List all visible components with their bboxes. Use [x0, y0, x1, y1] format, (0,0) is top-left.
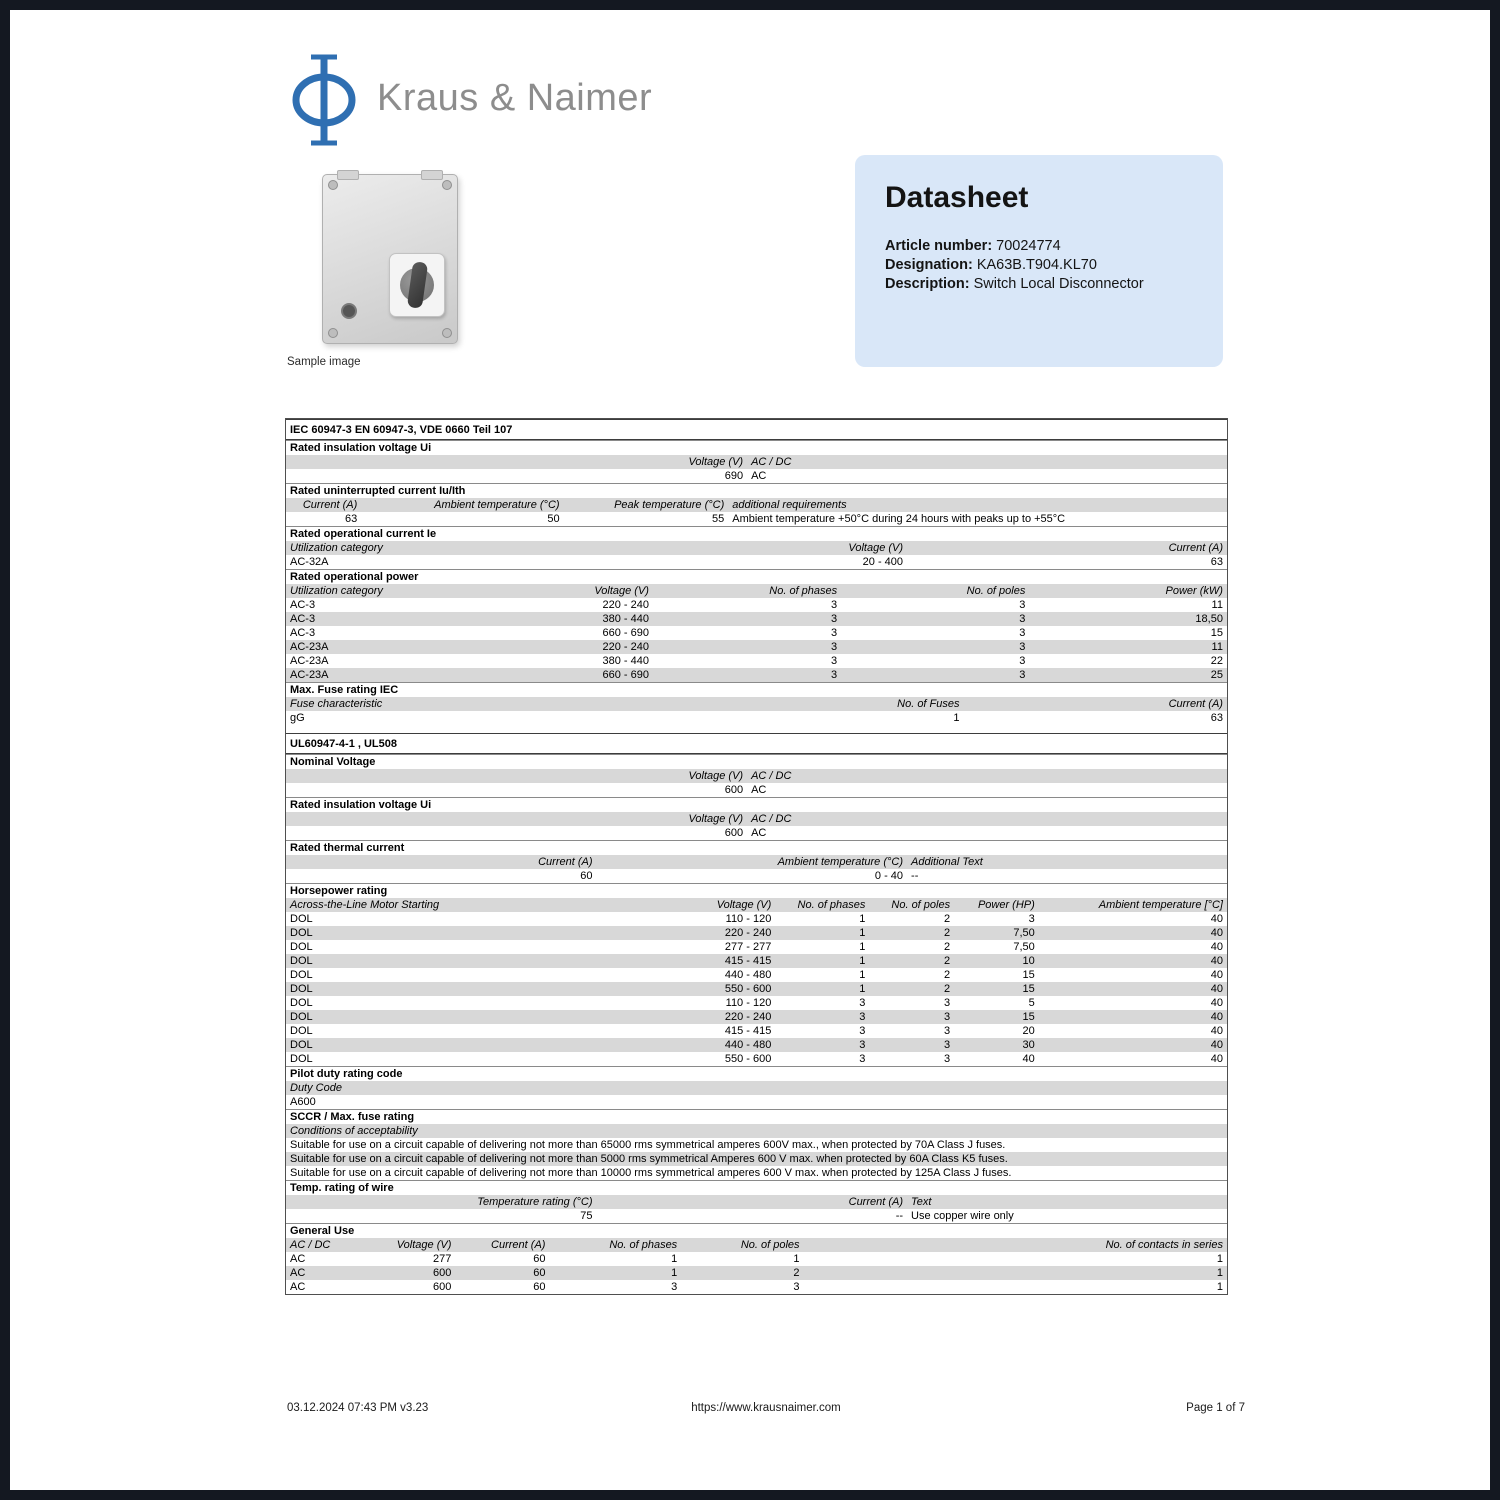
subsection-title-row — [286, 1109, 1227, 1124]
data-row — [286, 1038, 1227, 1052]
data-row — [286, 598, 1227, 612]
table-cell: DOL — [290, 1039, 313, 1052]
table-cell: 550 - 600 — [724, 983, 772, 996]
table-cell: No. of poles — [966, 585, 1026, 598]
enclosure-illustration — [322, 174, 458, 344]
table-cell: 2 — [793, 1267, 800, 1280]
table-cell: 110 - 120 — [725, 913, 772, 926]
data-row — [286, 1024, 1227, 1038]
table-cell: 55 — [712, 513, 725, 526]
table-cell: 15 — [1022, 1011, 1035, 1024]
column-header-row — [286, 1081, 1227, 1095]
table-cell: 1 — [1216, 1281, 1223, 1294]
table-cell: 1 — [859, 913, 866, 926]
table-cell: 11 — [1211, 641, 1223, 654]
table-cell: No. of Fuses — [897, 698, 960, 711]
screw-icon — [328, 328, 338, 338]
data-row — [286, 826, 1227, 840]
table-cell: AC-3 — [290, 599, 316, 612]
table-cell: AC-3 — [290, 627, 316, 640]
table-cell: Voltage (V) — [848, 542, 904, 555]
table-cell: 63 — [1210, 712, 1223, 725]
data-row — [286, 869, 1227, 883]
table-cell: Peak temperature (°C) — [614, 499, 725, 512]
data-row — [286, 711, 1227, 725]
column-header-row — [286, 769, 1227, 783]
table-cell: 15 — [1210, 627, 1223, 640]
data-row — [286, 469, 1227, 483]
table-cell: 40 — [1210, 1039, 1223, 1052]
data-row — [286, 612, 1227, 626]
table-cell: 0 - 40 — [874, 870, 904, 883]
data-row — [286, 555, 1227, 569]
table-cell: AC — [751, 784, 767, 797]
column-header-row — [286, 1238, 1227, 1252]
table-cell: No. of phases — [769, 585, 838, 598]
spacer-row — [286, 725, 1227, 733]
table-cell: Duty Code — [290, 1082, 342, 1095]
table-cell: Rated uninterrupted current Iu/Ith — [290, 485, 466, 498]
table-cell: 2 — [943, 955, 951, 968]
mounting-tab-icon — [421, 170, 443, 180]
table-cell: Suitable for use on a circuit capable of delivering not more than 5000 rms symmetrical Amperes 600 V max. when protected by 60A Class K5 fuses. — [290, 1153, 1008, 1166]
column-header-row — [286, 1195, 1227, 1209]
table-cell: 40 — [1210, 983, 1223, 996]
mounting-tab-icon — [337, 170, 359, 180]
table-cell: Additional Text — [911, 856, 983, 869]
table-cell: 3 — [1019, 669, 1026, 682]
table-cell: Voltage (V) — [396, 1239, 452, 1252]
table-cell: 40 — [1210, 1025, 1223, 1038]
table-cell: No. of poles — [740, 1239, 800, 1252]
table-cell: 40 — [1210, 941, 1223, 954]
table-cell: Voltage (V) — [688, 813, 744, 826]
subsection-title-row — [286, 440, 1227, 455]
table-cell: Use copper wire only — [911, 1210, 1014, 1223]
table-cell: AC — [290, 1253, 306, 1266]
subsection-title-row — [286, 569, 1227, 584]
table-cell: General Use — [290, 1225, 355, 1238]
page — [10, 10, 1490, 1490]
table-cell: 3 — [859, 997, 866, 1010]
table-cell: DOL — [290, 913, 313, 926]
table-cell: 40 — [1210, 1053, 1223, 1066]
data-row — [286, 1010, 1227, 1024]
table-cell: 40 — [1210, 969, 1223, 982]
data-row — [286, 783, 1227, 797]
table-cell: AC-23A — [290, 669, 329, 682]
table-cell: AC / DC — [751, 456, 792, 469]
screw-icon — [442, 328, 452, 338]
column-header-row — [286, 455, 1227, 469]
table-cell: 440 - 480 — [724, 969, 772, 982]
table-cell: 40 — [1210, 997, 1223, 1010]
table-cell: Ambient temperature (°C) — [777, 856, 904, 869]
table-cell: Current (A) — [302, 499, 358, 512]
table-cell: 50 — [547, 513, 560, 526]
table-cell: AC-3 — [290, 613, 316, 626]
table-cell: AC — [290, 1281, 306, 1294]
column-header-row — [286, 812, 1227, 826]
table-cell: 600 — [724, 784, 744, 797]
table-cell: 277 - 277 — [724, 941, 772, 954]
table-cell: 110 - 120 — [725, 997, 772, 1010]
table-cell: 3 — [1019, 641, 1026, 654]
table-cell: 40 — [1022, 1053, 1035, 1066]
table-cell: 1 — [1216, 1253, 1223, 1266]
table-cell: 3 — [943, 1053, 951, 1066]
table-cell: 60 — [533, 1253, 546, 1266]
column-header-row — [286, 584, 1227, 598]
table-cell: No. of phases — [797, 899, 866, 912]
table-cell: DOL — [290, 997, 313, 1010]
column-header-row — [286, 697, 1227, 711]
table-cell: 1 — [859, 983, 866, 996]
table-cell: 690 — [724, 470, 744, 483]
table-cell: 10 — [1022, 955, 1035, 968]
subsection-title-row — [286, 1180, 1227, 1195]
table-cell: Current (A) — [1168, 542, 1223, 555]
table-cell: UL60947-4-1 , UL508 — [290, 737, 397, 750]
table-cell: Text — [911, 1196, 932, 1209]
table-cell: DOL — [290, 941, 313, 954]
subsection-title-row — [286, 797, 1227, 812]
table-cell: Power (HP) — [977, 899, 1035, 912]
data-row — [286, 912, 1227, 926]
table-cell: gG — [290, 712, 305, 725]
table-cell: Across-the-Line Motor Starting — [290, 899, 440, 912]
table-cell: 1 — [859, 969, 866, 982]
table-cell: 600 — [433, 1267, 452, 1280]
subsection-title-row — [286, 754, 1227, 769]
table-cell: Voltage (V) — [688, 456, 744, 469]
table-cell: Voltage (V) — [594, 585, 649, 598]
screw-icon — [328, 180, 338, 190]
table-cell: Current (A) — [848, 1196, 904, 1209]
table-cell: 3 — [831, 669, 838, 682]
data-row — [286, 982, 1227, 996]
description-label: Description: — [885, 276, 970, 292]
table-cell: Rated operational current Ie — [290, 528, 437, 541]
sample-image — [322, 168, 462, 346]
table-cell: 660 - 690 — [602, 627, 649, 640]
table-cell: 600 — [433, 1281, 452, 1294]
description-value: Switch Local Disconnector — [973, 276, 1144, 292]
data-row — [286, 954, 1227, 968]
table-cell: 7,50 — [1013, 941, 1035, 954]
table-cell: 220 - 240 — [724, 1011, 772, 1024]
table-cell: 3 — [943, 1025, 951, 1038]
column-header-row — [286, 898, 1227, 912]
table-cell: DOL — [290, 927, 313, 940]
table-cell: 3 — [943, 1039, 951, 1052]
table-cell: 600 — [724, 827, 744, 840]
table-cell: 25 — [1210, 669, 1223, 682]
table-cell: 30 — [1022, 1039, 1035, 1052]
table-cell: 277 — [433, 1253, 452, 1266]
table-cell: -- — [895, 1210, 904, 1223]
kraus-naimer-phi-icon — [287, 52, 361, 148]
table-cell: 3 — [793, 1281, 800, 1294]
table-cell: Nominal Voltage — [290, 756, 376, 769]
article-number-label: Article number: — [885, 238, 993, 254]
data-row — [286, 1138, 1227, 1152]
cable-gland-icon — [341, 303, 357, 319]
table-cell: 3 — [859, 1053, 866, 1066]
table-cell: 40 — [1210, 955, 1223, 968]
table-cell: Voltage (V) — [716, 899, 772, 912]
footer-timestamp: 03.12.2024 07:43 PM v3.23 — [287, 1402, 429, 1414]
rotary-switch-plate — [389, 253, 445, 317]
table-cell: Conditions of acceptability — [290, 1125, 418, 1138]
table-cell: 380 - 440 — [602, 613, 649, 626]
table-cell: DOL — [290, 969, 313, 982]
table-cell: 3 — [831, 613, 838, 626]
table-cell: 3 — [943, 997, 951, 1010]
table-cell: Suitable for use on a circuit capable of delivering not more than 65000 rms symmetrical amperes 600V max., when protected by 70A Class J fuses. — [290, 1139, 1006, 1152]
table-cell: 220 - 240 — [724, 927, 772, 940]
table-cell: 220 - 240 — [602, 641, 649, 654]
data-row — [286, 1280, 1227, 1294]
table-cell: Utilization category — [290, 585, 383, 598]
table-cell: AC / DC — [751, 770, 792, 783]
subsection-title-row — [286, 483, 1227, 498]
table-cell: 3 — [1019, 627, 1026, 640]
table-cell: 415 - 415 — [724, 1025, 772, 1038]
subsection-title-row — [286, 840, 1227, 855]
table-cell: 75 — [580, 1210, 593, 1223]
table-cell: Suitable for use on a circuit capable of delivering not more than 10000 rms symmetrical amperes 600 V max. when protected by 125A Class J fuses. — [290, 1167, 1012, 1180]
table-cell: 3 — [671, 1281, 678, 1294]
table-cell: 415 - 415 — [724, 955, 772, 968]
table-cell: 220 - 240 — [602, 599, 649, 612]
table-cell: Current (A) — [538, 856, 593, 869]
table-cell: 3 — [859, 1025, 866, 1038]
table-cell: 22 — [1210, 655, 1223, 668]
table-cell: 5 — [1028, 997, 1035, 1010]
subsection-title-row — [286, 883, 1227, 898]
table-cell: 1 — [1216, 1267, 1223, 1280]
table-cell: 1 — [859, 955, 866, 968]
table-cell: AC — [751, 470, 767, 483]
data-row — [286, 668, 1227, 682]
table-cell: 60 — [580, 870, 593, 883]
data-row — [286, 654, 1227, 668]
screw-icon — [442, 180, 452, 190]
table-cell: 11 — [1211, 599, 1223, 612]
table-cell: 660 - 690 — [602, 669, 649, 682]
subsection-title-row — [286, 1223, 1227, 1238]
table-cell: No. of poles — [891, 899, 951, 912]
table-cell: 3 — [831, 627, 838, 640]
column-header-row — [286, 541, 1227, 555]
article-number-value: 70024774 — [996, 238, 1061, 254]
table-cell: Ambient temperature +50°C during 24 hours with peaks up to +55°C — [732, 513, 1066, 526]
table-cell: Current (A) — [491, 1239, 546, 1252]
table-cell: AC / DC — [751, 813, 792, 826]
table-cell: Horsepower rating — [290, 885, 388, 898]
footer-page-number: Page 1 of 7 — [1186, 1402, 1245, 1414]
table-cell: 2 — [943, 941, 951, 954]
table-cell: AC-23A — [290, 655, 329, 668]
table-cell: 3 — [859, 1039, 866, 1052]
table-cell: 15 — [1022, 969, 1035, 982]
section-title-row — [286, 419, 1227, 440]
table-cell: 60 — [533, 1267, 546, 1280]
designation-value: KA63B.T904.KL70 — [976, 257, 1097, 273]
data-row — [286, 1266, 1227, 1280]
table-cell: 1 — [953, 712, 960, 725]
table-cell: Max. Fuse rating IEC — [290, 684, 399, 697]
table-cell: 7,50 — [1013, 927, 1035, 940]
table-cell: Utilization category — [290, 542, 383, 555]
table-cell: Rated thermal current — [290, 842, 405, 855]
data-row — [286, 512, 1227, 526]
table-cell: 440 - 480 — [724, 1039, 772, 1052]
table-cell: 20 — [1022, 1025, 1035, 1038]
table-cell: 3 — [831, 655, 838, 668]
table-cell: A600 — [290, 1096, 316, 1109]
data-row — [286, 626, 1227, 640]
section-title-row — [286, 733, 1227, 754]
data-row — [286, 1252, 1227, 1266]
table-cell: AC / DC — [290, 1239, 331, 1252]
designation-field — [885, 256, 1193, 275]
table-cell: Temperature rating (°C) — [477, 1196, 593, 1209]
subsection-title-row — [286, 526, 1227, 541]
table-cell: Rated insulation voltage Ui — [290, 799, 432, 812]
data-row — [286, 1095, 1227, 1109]
table-cell: 40 — [1210, 927, 1223, 940]
table-cell: 3 — [859, 1011, 866, 1024]
table-cell: 3 — [1019, 599, 1026, 612]
data-row — [286, 996, 1227, 1010]
table-cell: Power (kW) — [1165, 585, 1223, 598]
table-cell: 3 — [1028, 913, 1035, 926]
table-cell: 3 — [943, 1011, 951, 1024]
table-cell: 60 — [533, 1281, 546, 1294]
table-cell: DOL — [290, 1011, 313, 1024]
table-cell: 3 — [1019, 655, 1026, 668]
table-cell: 3 — [831, 641, 838, 654]
table-cell: AC — [290, 1267, 306, 1280]
table-cell: DOL — [290, 1053, 313, 1066]
table-cell: Rated operational power — [290, 571, 419, 584]
table-cell: Current (A) — [1168, 698, 1223, 711]
table-cell: 550 - 600 — [724, 1053, 772, 1066]
data-row — [286, 1209, 1227, 1223]
designation-label: Designation: — [885, 257, 973, 273]
table-cell: AC-32A — [290, 556, 329, 569]
table-cell: 20 - 400 — [862, 556, 904, 569]
table-cell: 1 — [859, 927, 866, 940]
table-cell: 15 — [1022, 983, 1035, 996]
data-row — [286, 926, 1227, 940]
table-cell: Rated insulation voltage Ui — [290, 442, 432, 455]
table-cell: 3 — [831, 599, 838, 612]
table-cell: DOL — [290, 983, 313, 996]
brand-name: Kraus & Naimer — [377, 77, 653, 119]
table-cell: 40 — [1210, 913, 1223, 926]
table-cell: 63 — [1210, 556, 1223, 569]
table-cell: 1 — [793, 1253, 800, 1266]
table-cell: IEC 60947-3 EN 60947-3, VDE 0660 Teil 107 — [290, 423, 513, 436]
data-row — [286, 640, 1227, 654]
table-cell: DOL — [290, 955, 313, 968]
table-cell: 2 — [943, 983, 951, 996]
table-cell: AC — [751, 827, 767, 840]
subsection-title-row — [286, 1066, 1227, 1081]
table-cell: 18,50 — [1195, 613, 1223, 626]
table-cell: 380 - 440 — [602, 655, 649, 668]
spec-table — [285, 418, 1228, 1295]
table-cell: 1 — [671, 1253, 678, 1266]
table-cell: 2 — [943, 969, 951, 982]
footer-url[interactable]: https://www.krausnaimer.com — [691, 1402, 841, 1414]
table-cell: DOL — [290, 1025, 313, 1038]
column-header-row — [286, 1124, 1227, 1138]
table-cell: 3 — [1019, 613, 1026, 626]
table-cell: Fuse characteristic — [290, 698, 383, 711]
table-cell: 2 — [943, 927, 951, 940]
table-cell: 63 — [345, 513, 358, 526]
table-cell: No. of phases — [609, 1239, 678, 1252]
table-cell: Ambient temperature [°C] — [1098, 899, 1223, 912]
subsection-title-row — [286, 682, 1227, 697]
column-header-row — [286, 498, 1227, 512]
table-cell: -- — [911, 870, 919, 883]
table-cell: Pilot duty rating code — [290, 1068, 403, 1081]
table-cell: additional requirements — [732, 499, 847, 512]
table-cell: Voltage (V) — [688, 770, 744, 783]
article-number-field — [885, 237, 1193, 256]
table-cell: 1 — [859, 941, 866, 954]
table-cell: 40 — [1210, 1011, 1223, 1024]
data-row — [286, 1166, 1227, 1180]
table-cell: SCCR / Max. fuse rating — [290, 1111, 415, 1124]
datasheet-title: Datasheet — [885, 181, 1029, 214]
table-cell: 1 — [671, 1267, 678, 1280]
column-header-row — [286, 855, 1227, 869]
data-row — [286, 940, 1227, 954]
table-cell: 2 — [943, 913, 951, 926]
page-footer — [287, 1402, 1245, 1414]
table-cell: Temp. rating of wire — [290, 1182, 394, 1195]
table-cell: No. of contacts in series — [1105, 1239, 1223, 1252]
data-row — [286, 1052, 1227, 1066]
sample-caption: Sample image — [287, 356, 361, 368]
data-row — [286, 968, 1227, 982]
datasheet-panel — [855, 155, 1223, 367]
table-cell: AC-23A — [290, 641, 329, 654]
table-cell: Ambient temperature (°C) — [434, 499, 560, 512]
description-field — [885, 275, 1193, 294]
data-row — [286, 1152, 1227, 1166]
